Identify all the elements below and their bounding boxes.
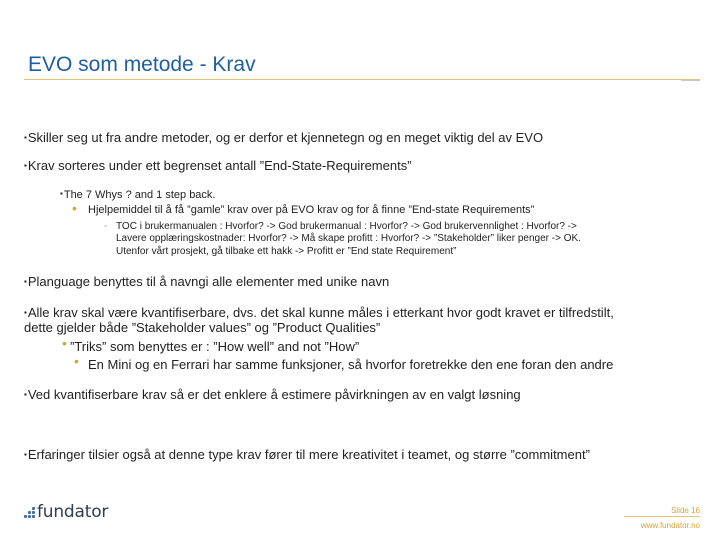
bullet-4-line-2: dette gjelder både ”Stakeholder values” og ”Product Qualities” <box>24 320 381 335</box>
bullet-4-sub-1: ”Triks” som benyttes er : ”How well” and not ”How” <box>70 339 360 354</box>
bullet-2-sub-sub-marker: • <box>72 200 77 216</box>
bullet-5-text: Ved kvantifiserbare krav så er det enklere å estimere påvirkningen av en valgt løsning <box>27 387 521 402</box>
bullet-6 <box>24 447 590 462</box>
footer-divider <box>624 516 700 517</box>
bullet-4-text: Alle krav skal være kvantifiserbare, dvs. det skal kunne måles i etterkant hvor godt kravet er tilfredstilt, <box>27 305 614 320</box>
bullet-2-sub-sub-sub-line-2: Lavere opplæringskostnader: Hvorfor? -> Må skape profitt : Hvorfor? -> ”Stakeholder” liker penger -> OK. <box>116 233 581 244</box>
bullet-1-text: Skiller seg ut fra andre metoder, og er derfor et kjennetegn og en meget viktig del av EVO <box>27 130 544 145</box>
title-divider-end <box>681 80 700 81</box>
slide-title: EVO som metode - Krav <box>28 53 256 76</box>
bullet-2-sub-sub-sub-line-3: Utenfor vårt prosjekt, gå tilbake ett hakk -> Profitt er ”End state Requirement” <box>116 246 457 257</box>
bullet-5 <box>24 387 521 402</box>
logo-text: fundator <box>37 502 109 522</box>
footer-url: www.fundator.no <box>640 521 700 530</box>
bullet-3-text: Planguage benyttes til å navngi alle elementer med unike navn <box>27 274 390 289</box>
bullet-4-sub-2-marker: • <box>74 353 79 369</box>
bullet-2-sub-sub-sub-line-1: TOC i brukermanualen : Hvorfor? -> God brukermanual : Hvorfor? -> God brukervennlighet : Hvorfor? -> <box>116 221 577 232</box>
bullet-2-text: Krav sorteres under ett begrenset antall ”End-State-Requirements” <box>27 158 412 173</box>
bullet-2-sub-sub-sub-marker: - <box>104 221 108 232</box>
title-divider <box>24 79 700 80</box>
slide-number: Slide 16 <box>671 506 700 515</box>
bullet-4-sub-2: En Mini og en Ferrari har samme funksjoner, så hvorfor foretrekke den ene foran den andre <box>88 357 614 372</box>
fundator-logo <box>24 502 108 522</box>
bullet-2-sub-sub: Hjelpemiddel til å få ”gamle” krav over på EVO krav og for å finne ”End-state Requirements” <box>88 204 535 216</box>
bullet-3 <box>24 274 389 289</box>
bullet-2-sub-text: The 7 Whys ? and 1 step back. <box>63 189 216 201</box>
bullet-1 <box>24 130 543 145</box>
bullet-2-sub <box>60 187 215 202</box>
bullet-marker: ▪ <box>24 308 27 317</box>
bullet-marker: ▪ <box>24 277 27 286</box>
bullet-4-line-1 <box>24 305 614 320</box>
bullet-marker: ▪ <box>24 450 27 459</box>
bullet-2 <box>24 158 412 173</box>
bullet-6-text: Erfaringer tilsier også at denne type krav fører til mere kreativitet i teamet, og større ”commitment” <box>27 447 590 462</box>
logo-dots-icon <box>24 507 35 518</box>
bullet-marker: ▪ <box>60 189 63 198</box>
bullet-marker: ▪ <box>24 161 27 170</box>
bullet-marker: ▪ <box>24 133 27 142</box>
bullet-4-sub-1-marker: • <box>62 335 67 351</box>
bullet-marker: ▪ <box>24 390 27 399</box>
